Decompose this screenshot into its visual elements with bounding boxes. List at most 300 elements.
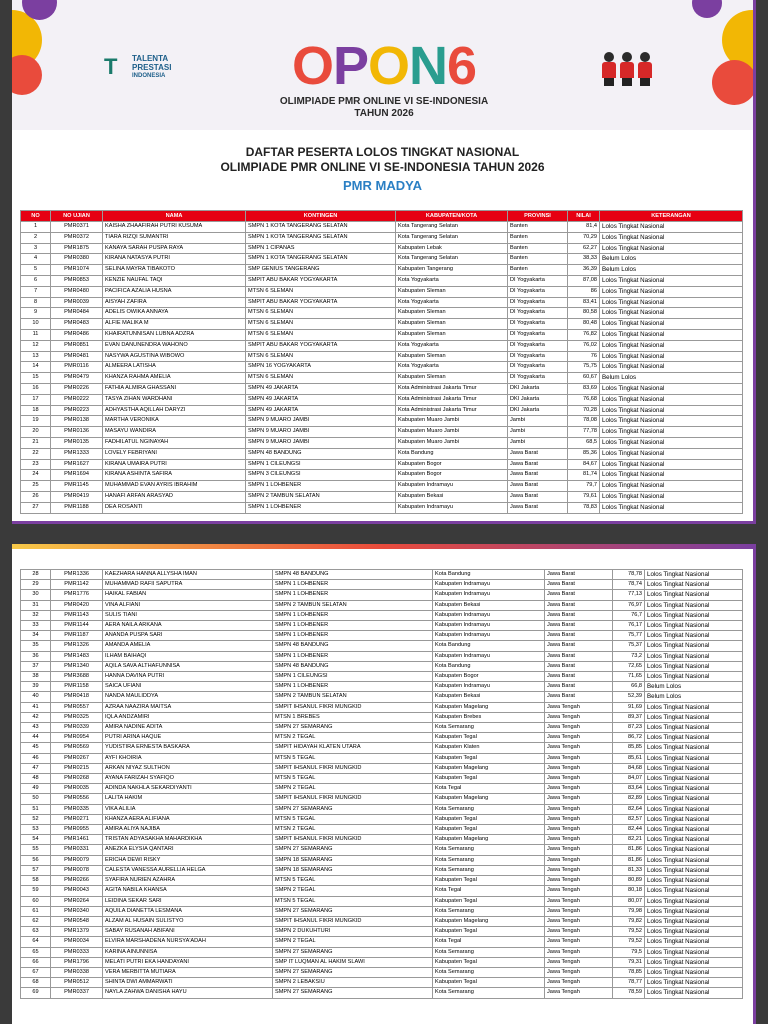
table-cell: MUHAMMAD EVAN AYRIS IBRAHIM bbox=[103, 481, 246, 492]
table-cell: Jawa Tengah bbox=[545, 855, 613, 865]
column-header: KONTINGEN bbox=[246, 211, 396, 222]
table-row bbox=[21, 232, 743, 243]
table-cell: SMPIT ABU BAKAR YOGYAKARTA bbox=[246, 340, 396, 351]
document-title bbox=[12, 145, 753, 195]
table-cell: 85,85 bbox=[613, 743, 645, 753]
table-cell: 70,28 bbox=[568, 405, 600, 416]
table-cell: Banten bbox=[508, 265, 568, 276]
table-cell: LOVELY FEBRIYANI bbox=[103, 448, 246, 459]
table-cell: Jawa Tengah bbox=[545, 753, 613, 763]
table-cell: Belum Lolos bbox=[600, 254, 743, 265]
table-cell: DI Yogyakarta bbox=[508, 308, 568, 319]
table-row bbox=[21, 383, 743, 394]
table-cell: Jawa Tengah bbox=[545, 967, 613, 977]
table-cell: TIARA RIZQI SUMANTRI bbox=[103, 232, 246, 243]
table-cell: Jambi bbox=[508, 416, 568, 427]
table-cell: 86,72 bbox=[613, 733, 645, 743]
table-cell: Lolos Tingkat Nasional bbox=[600, 340, 743, 351]
table-row bbox=[21, 308, 743, 319]
table-cell: Lolos Tingkat Nasional bbox=[645, 794, 743, 804]
table-cell: KAEZHARA HANNA ALLYSHA IMAN bbox=[103, 570, 273, 580]
table-cell: IQLA ANDZAMIRI bbox=[103, 712, 273, 722]
table-cell: 40 bbox=[21, 692, 51, 702]
table-cell: Jawa Tengah bbox=[545, 825, 613, 835]
table-cell: MTSN 6 SLEMAN bbox=[246, 351, 396, 362]
table-row bbox=[21, 876, 743, 886]
table-cell: ANANDA PUSPA SARI bbox=[103, 631, 273, 641]
table-cell: PMR0335 bbox=[51, 804, 103, 814]
table-cell: 6 bbox=[21, 275, 51, 286]
table-cell: 70,29 bbox=[568, 232, 600, 243]
table-cell: 81,74 bbox=[568, 470, 600, 481]
table-cell: Lolos Tingkat Nasional bbox=[645, 753, 743, 763]
table-cell: 5 bbox=[21, 265, 51, 276]
table-cell: Kota Tangerang Selatan bbox=[396, 232, 508, 243]
table-cell: Lolos Tingkat Nasional bbox=[645, 631, 743, 641]
table-cell: 78,74 bbox=[613, 580, 645, 590]
table-cell: Lolos Tingkat Nasional bbox=[645, 906, 743, 916]
table-cell: SMPN 2 TEGAL bbox=[273, 784, 433, 794]
decor-circle bbox=[692, 0, 722, 18]
table-cell: ALZAM AL HUSAIN SULISTYO bbox=[103, 916, 273, 926]
table-cell: Kabupaten Lebak bbox=[396, 243, 508, 254]
table-row bbox=[21, 784, 743, 794]
table-cell: MELATI PUTRI EKA HANDAYANI bbox=[103, 957, 273, 967]
table-cell: 79,61 bbox=[568, 491, 600, 502]
table-cell: FADHILATUL NGINAYAH bbox=[103, 437, 246, 448]
table-cell: ERICHA DEWI RISKY bbox=[103, 855, 273, 865]
table-cell: MTSN 5 TEGAL bbox=[273, 876, 433, 886]
table-cell: Lolos Tingkat Nasional bbox=[645, 988, 743, 998]
table-cell: PMR0338 bbox=[51, 967, 103, 977]
table-cell: Kabupaten Bekasi bbox=[433, 600, 545, 610]
table-cell: Lolos Tingkat Nasional bbox=[645, 916, 743, 926]
table-cell: 34 bbox=[21, 631, 51, 641]
table-row bbox=[21, 682, 743, 692]
table-cell: Kabupaten Bogor bbox=[396, 470, 508, 481]
column-header: KETERANGAN bbox=[600, 211, 743, 222]
table-cell: SMPN 48 BANDUNG bbox=[273, 661, 433, 671]
table-cell: KIRANA ASHINTA SAFIRA bbox=[103, 470, 246, 481]
table-cell: PMR0853 bbox=[51, 275, 103, 286]
table-cell: Jawa Barat bbox=[545, 631, 613, 641]
table-cell: PMR0325 bbox=[51, 712, 103, 722]
table-cell: Jawa Tengah bbox=[545, 774, 613, 784]
table-row bbox=[21, 763, 743, 773]
table-cell: NAYLA ZAHWA DANISHA HAYU bbox=[103, 988, 273, 998]
table-cell: SMPN 1 CILEUNGSI bbox=[246, 459, 396, 470]
table-cell: 29 bbox=[21, 580, 51, 590]
table-cell: PMR0043 bbox=[51, 886, 103, 896]
table-cell: PUTRI ARINA HAQUE bbox=[103, 733, 273, 743]
table-row bbox=[21, 814, 743, 824]
table-cell: DI Yogyakarta bbox=[508, 373, 568, 384]
table-cell: PMR1483 bbox=[51, 651, 103, 661]
table-cell: PMR1694 bbox=[51, 470, 103, 481]
table-cell: Jawa Barat bbox=[508, 448, 568, 459]
table-cell: SULIS TIANI bbox=[103, 610, 273, 620]
table-cell: PMR0034 bbox=[51, 937, 103, 947]
table-row bbox=[21, 661, 743, 671]
table-cell: 78,77 bbox=[613, 978, 645, 988]
table-cell: Kota Semarang bbox=[433, 855, 545, 865]
table-cell: 26 bbox=[21, 491, 51, 502]
table-cell: Lolos Tingkat Nasional bbox=[645, 967, 743, 977]
table-cell: 77,78 bbox=[568, 427, 600, 438]
table-cell: Kabupaten Indramayu bbox=[433, 580, 545, 590]
table-cell: SMPN 27 SEMARANG bbox=[273, 947, 433, 957]
table-cell: Kota Administrasi Jakarta Timur bbox=[396, 405, 508, 416]
table-cell: 31 bbox=[21, 600, 51, 610]
table-cell: Jawa Barat bbox=[545, 672, 613, 682]
table-cell: Jawa Barat bbox=[545, 692, 613, 702]
table-cell: ADHYASTHA AQILLAH DARYZI bbox=[103, 405, 246, 416]
table-cell: Jawa Barat bbox=[545, 621, 613, 631]
table-cell: MTSN 6 SLEMAN bbox=[246, 286, 396, 297]
table-cell: PMR0264 bbox=[51, 896, 103, 906]
results-table-continued bbox=[20, 569, 743, 999]
table-cell: 77,13 bbox=[613, 590, 645, 600]
table-cell: PMR1144 bbox=[51, 621, 103, 631]
table-cell: 79,98 bbox=[613, 906, 645, 916]
table-cell: Kabupaten Sleman bbox=[396, 286, 508, 297]
table-cell: Lolos Tingkat Nasional bbox=[600, 394, 743, 405]
table-cell: 78,85 bbox=[613, 967, 645, 977]
table-cell: 78,08 bbox=[568, 416, 600, 427]
header-banner bbox=[12, 0, 753, 130]
table-cell: 44 bbox=[21, 733, 51, 743]
table-cell: SMPN 2 TEGAL bbox=[273, 937, 433, 947]
table-cell: MTSN 5 TEGAL bbox=[273, 814, 433, 824]
table-cell: Jawa Barat bbox=[508, 491, 568, 502]
table-cell: PMR0418 bbox=[51, 692, 103, 702]
table-cell: 42 bbox=[21, 712, 51, 722]
table-cell: Jawa Tengah bbox=[545, 712, 613, 722]
table-cell: Kota Tegal bbox=[433, 784, 545, 794]
table-cell: Kabupaten Indramayu bbox=[433, 610, 545, 620]
table-cell: PMR1333 bbox=[51, 448, 103, 459]
table-cell: DI Yogyakarta bbox=[508, 329, 568, 340]
table-cell: 83,69 bbox=[568, 383, 600, 394]
table-cell: Kota Semarang bbox=[433, 967, 545, 977]
table-cell: 62,27 bbox=[568, 243, 600, 254]
table-cell: 48 bbox=[21, 774, 51, 784]
table-row bbox=[21, 580, 743, 590]
pmr-mascot-icon bbox=[602, 46, 652, 86]
table-row bbox=[21, 957, 743, 967]
table-cell: 12 bbox=[21, 340, 51, 351]
table-cell: SMPN 2 DUKUHTURI bbox=[273, 927, 433, 937]
table-cell: Kota Bandung bbox=[396, 448, 508, 459]
table-cell: 84,68 bbox=[613, 763, 645, 773]
table-cell: Belum Lolos bbox=[645, 682, 743, 692]
table-cell: AISYAH ZAFIRA bbox=[103, 297, 246, 308]
table-cell: 68 bbox=[21, 978, 51, 988]
table-cell: PMR0136 bbox=[51, 427, 103, 438]
table-cell: Lolos Tingkat Nasional bbox=[645, 763, 743, 773]
table-cell: SMPN 1 LOHBENER bbox=[273, 621, 433, 631]
table-cell: PMR1326 bbox=[51, 641, 103, 651]
table-cell: SMPN 49 JAKARTA bbox=[246, 394, 396, 405]
table-cell: Lolos Tingkat Nasional bbox=[645, 610, 743, 620]
table-row bbox=[21, 590, 743, 600]
table-cell: 30 bbox=[21, 590, 51, 600]
table-cell: AMIRA NADINE ADITA bbox=[103, 723, 273, 733]
table-cell: Jawa Barat bbox=[545, 651, 613, 661]
table-cell: DI Yogyakarta bbox=[508, 362, 568, 373]
table-row bbox=[21, 416, 743, 427]
table-cell: Jawa Barat bbox=[508, 470, 568, 481]
table-cell: 82,64 bbox=[613, 804, 645, 814]
table-cell: 85,61 bbox=[613, 753, 645, 763]
table-cell: SHINTA DWI AMMARWATI bbox=[103, 978, 273, 988]
table-row bbox=[21, 947, 743, 957]
table-cell: SMPN 2 LEBAKSIU bbox=[273, 978, 433, 988]
document-page-1 bbox=[12, 0, 756, 524]
table-cell: PMR1379 bbox=[51, 927, 103, 937]
table-cell: Kabupaten Tegal bbox=[433, 957, 545, 967]
table-cell: 86 bbox=[568, 286, 600, 297]
table-cell: Jawa Barat bbox=[545, 580, 613, 590]
table-cell: PMR0479 bbox=[51, 373, 103, 384]
table-cell: PMR0480 bbox=[51, 286, 103, 297]
table-cell: 54 bbox=[21, 835, 51, 845]
table-cell: Kabupaten Indramayu bbox=[433, 651, 545, 661]
table-cell: SMPN 1 CILEUNGSI bbox=[273, 672, 433, 682]
table-cell: 78,78 bbox=[613, 570, 645, 580]
table-cell: Kota Yogyakarta bbox=[396, 275, 508, 286]
table-row bbox=[21, 631, 743, 641]
table-row bbox=[21, 753, 743, 763]
table-cell: Lolos Tingkat Nasional bbox=[600, 470, 743, 481]
table-cell: SMPN 1 LOHBENER bbox=[246, 502, 396, 513]
table-cell: AYANA FARIZAH SYAFIQO bbox=[103, 774, 273, 784]
table-cell: PMR0556 bbox=[51, 794, 103, 804]
table-cell: Lolos Tingkat Nasional bbox=[600, 232, 743, 243]
table-row bbox=[21, 427, 743, 438]
table-cell: Kabupaten Sleman bbox=[396, 308, 508, 319]
table-cell: ANEZKA ELYSIA QANTARI bbox=[103, 845, 273, 855]
table-cell: SMPN 2 TAMBUN SELATAN bbox=[273, 600, 433, 610]
table-cell: ARKAN NIYAZ SULTHON bbox=[103, 763, 273, 773]
table-cell: 19 bbox=[21, 416, 51, 427]
table-row bbox=[21, 845, 743, 855]
table-cell: Kabupaten Indramayu bbox=[396, 502, 508, 513]
table-cell: Lolos Tingkat Nasional bbox=[645, 978, 743, 988]
table-cell: PMR0380 bbox=[51, 254, 103, 265]
table-cell: Jawa Tengah bbox=[545, 886, 613, 896]
table-cell: PMR0337 bbox=[51, 988, 103, 998]
table-cell: Jawa Tengah bbox=[545, 937, 613, 947]
table-cell: Lolos Tingkat Nasional bbox=[645, 570, 743, 580]
table-row bbox=[21, 481, 743, 492]
table-cell: Lolos Tingkat Nasional bbox=[645, 927, 743, 937]
table-row bbox=[21, 906, 743, 916]
table-cell: DI Yogyakarta bbox=[508, 297, 568, 308]
table-cell: PMR0268 bbox=[51, 774, 103, 784]
table-row bbox=[21, 502, 743, 513]
table-cell: DKI Jakarta bbox=[508, 405, 568, 416]
table-cell: 22 bbox=[21, 448, 51, 459]
table-cell: 87,23 bbox=[613, 723, 645, 733]
table-cell: 49 bbox=[21, 784, 51, 794]
table-cell: PMR0078 bbox=[51, 865, 103, 875]
table-cell: 79,5 bbox=[613, 947, 645, 957]
table-cell: PMR1145 bbox=[51, 481, 103, 492]
table-cell: Kabupaten Indramayu bbox=[433, 621, 545, 631]
results-table bbox=[20, 210, 743, 514]
table-cell: PACIFICA AZALIA HUSNA bbox=[103, 286, 246, 297]
table-cell: Jawa Barat bbox=[545, 570, 613, 580]
table-header bbox=[21, 211, 743, 222]
table-row bbox=[21, 886, 743, 896]
table-cell: PMR0419 bbox=[51, 491, 103, 502]
table-cell: 80,89 bbox=[613, 876, 645, 886]
table-cell: Kota Tangerang Selatan bbox=[396, 222, 508, 233]
table-cell: Kabupaten Sleman bbox=[396, 373, 508, 384]
table-cell: 52,39 bbox=[613, 692, 645, 702]
table-cell: SABAY RUSANAH ABIFANI bbox=[103, 927, 273, 937]
table-cell: SMPN 48 BANDUNG bbox=[246, 448, 396, 459]
table-cell: 82,89 bbox=[613, 794, 645, 804]
table-cell: Lolos Tingkat Nasional bbox=[645, 723, 743, 733]
table-cell: Lolos Tingkat Nasional bbox=[645, 845, 743, 855]
table-cell: DI Yogyakarta bbox=[508, 286, 568, 297]
table-row bbox=[21, 610, 743, 620]
table-row bbox=[21, 967, 743, 977]
table-cell: DI Yogyakarta bbox=[508, 275, 568, 286]
table-cell: 35 bbox=[21, 641, 51, 651]
table-cell: PMR0266 bbox=[51, 876, 103, 886]
table-cell: Jawa Tengah bbox=[545, 978, 613, 988]
table-cell: PMR0222 bbox=[51, 394, 103, 405]
table-cell: 83,41 bbox=[568, 297, 600, 308]
table-cell: Kota Semarang bbox=[433, 723, 545, 733]
table-cell: 80,58 bbox=[568, 308, 600, 319]
table-cell: Jawa Tengah bbox=[545, 763, 613, 773]
table-cell: 79,52 bbox=[613, 927, 645, 937]
table-cell: SMPN 1 LOHBENER bbox=[273, 580, 433, 590]
table-cell: PMR0331 bbox=[51, 845, 103, 855]
table-cell: AZRAA NAAZIRA MAITSA bbox=[103, 702, 273, 712]
table-cell: PMR1187 bbox=[51, 631, 103, 641]
table-cell: PMR0339 bbox=[51, 723, 103, 733]
table-cell: 81,86 bbox=[613, 855, 645, 865]
table-cell: Kabupaten Tegal bbox=[433, 774, 545, 784]
table-cell: 63 bbox=[21, 927, 51, 937]
table-cell: Kota Semarang bbox=[433, 988, 545, 998]
table-cell: Lolos Tingkat Nasional bbox=[600, 319, 743, 330]
table-cell: YUDISTIRA ERNESTA BASKARA bbox=[103, 743, 273, 753]
table-cell: SMPIT IHSANUL FIKRI MUNGKID bbox=[273, 794, 433, 804]
table-row bbox=[21, 865, 743, 875]
table-cell: PMR0135 bbox=[51, 437, 103, 448]
table-cell: 85,36 bbox=[568, 448, 600, 459]
table-cell: Jambi bbox=[508, 427, 568, 438]
table-row bbox=[21, 794, 743, 804]
table-cell: 79,82 bbox=[613, 916, 645, 926]
table-cell: Kabupaten Brebes bbox=[433, 712, 545, 722]
table-cell: 58 bbox=[21, 876, 51, 886]
table-cell: MUHAMMAD RAFII SAPUTRA bbox=[103, 580, 273, 590]
table-cell: Kabupaten Indramayu bbox=[433, 590, 545, 600]
table-row bbox=[21, 896, 743, 906]
table-cell: Lolos Tingkat Nasional bbox=[645, 600, 743, 610]
table-cell: Kabupaten Tangerang bbox=[396, 265, 508, 276]
table-cell: Lolos Tingkat Nasional bbox=[645, 590, 743, 600]
table-cell: 36,39 bbox=[568, 265, 600, 276]
event-subtitle: OLIMPIADE PMR ONLINE VI SE-INDONESIA TAHUN 2026 bbox=[279, 96, 489, 119]
table-row bbox=[21, 459, 743, 470]
table-cell: Jambi bbox=[508, 437, 568, 448]
table-cell: Jawa Tengah bbox=[545, 896, 613, 906]
table-cell: Jawa Tengah bbox=[545, 804, 613, 814]
table-cell: 79,52 bbox=[613, 937, 645, 947]
table-cell: 50 bbox=[21, 794, 51, 804]
table-cell: Lolos Tingkat Nasional bbox=[600, 362, 743, 373]
table-row bbox=[21, 265, 743, 276]
page-top-stripe bbox=[12, 544, 753, 549]
table-cell: SMPN 1 LOHBENER bbox=[273, 610, 433, 620]
table-cell: Lolos Tingkat Nasional bbox=[600, 448, 743, 459]
column-header: NO bbox=[21, 211, 51, 222]
decor-circle bbox=[12, 55, 42, 95]
table-cell: Jawa Tengah bbox=[545, 906, 613, 916]
table-cell: 41 bbox=[21, 702, 51, 712]
table-cell: SMPN 1 LOHBENER bbox=[273, 651, 433, 661]
table-cell: Kabupaten Tegal bbox=[433, 876, 545, 886]
table-cell: 15 bbox=[21, 373, 51, 384]
table-row bbox=[21, 916, 743, 926]
table-cell: 52 bbox=[21, 814, 51, 824]
table-cell: Jawa Barat bbox=[508, 502, 568, 513]
table-cell: PMR0215 bbox=[51, 763, 103, 773]
table-cell: Jawa Tengah bbox=[545, 743, 613, 753]
table-cell: Lolos Tingkat Nasional bbox=[600, 491, 743, 502]
table-cell: Kota Tegal bbox=[433, 886, 545, 896]
table-cell: 76,02 bbox=[568, 340, 600, 351]
table-row bbox=[21, 351, 743, 362]
table-cell: Kota Tegal bbox=[433, 937, 545, 947]
table-cell: SMPN 2 TAMBUN SELATAN bbox=[246, 491, 396, 502]
table-cell: Kota Bandung bbox=[433, 570, 545, 580]
table-cell: 7 bbox=[21, 286, 51, 297]
table-cell: PMR1188 bbox=[51, 502, 103, 513]
table-cell: Jawa Barat bbox=[545, 610, 613, 620]
table-row bbox=[21, 978, 743, 988]
table-cell: ALFIE MALIKA M bbox=[103, 319, 246, 330]
table-row bbox=[21, 394, 743, 405]
table-cell: KHANZA RAHMA AMELIA bbox=[103, 373, 246, 384]
table-cell: MTSN 2 TEGAL bbox=[273, 825, 433, 835]
table-cell: AGITA NABILA KHANSA bbox=[103, 886, 273, 896]
table-cell: AQUILA DIANETTA LESMANA bbox=[103, 906, 273, 916]
table-cell: 91,69 bbox=[613, 702, 645, 712]
table-cell: DI Yogyakarta bbox=[508, 319, 568, 330]
table-row bbox=[21, 222, 743, 233]
table-cell: SMPN 48 BANDUNG bbox=[273, 570, 433, 580]
table-row bbox=[21, 319, 743, 330]
table-cell: Lolos Tingkat Nasional bbox=[600, 351, 743, 362]
table-cell: PMR0557 bbox=[51, 702, 103, 712]
table-cell: PMR0481 bbox=[51, 351, 103, 362]
table-cell: AMIRA ALIYA NAJIBA bbox=[103, 825, 273, 835]
table-cell: 87,08 bbox=[568, 275, 600, 286]
table-cell: SMPN 1 KOTA TANGERANG SELATAN bbox=[246, 232, 396, 243]
table-cell: 78,59 bbox=[613, 988, 645, 998]
table-cell: Jawa Barat bbox=[545, 641, 613, 651]
table-cell: 53 bbox=[21, 825, 51, 835]
